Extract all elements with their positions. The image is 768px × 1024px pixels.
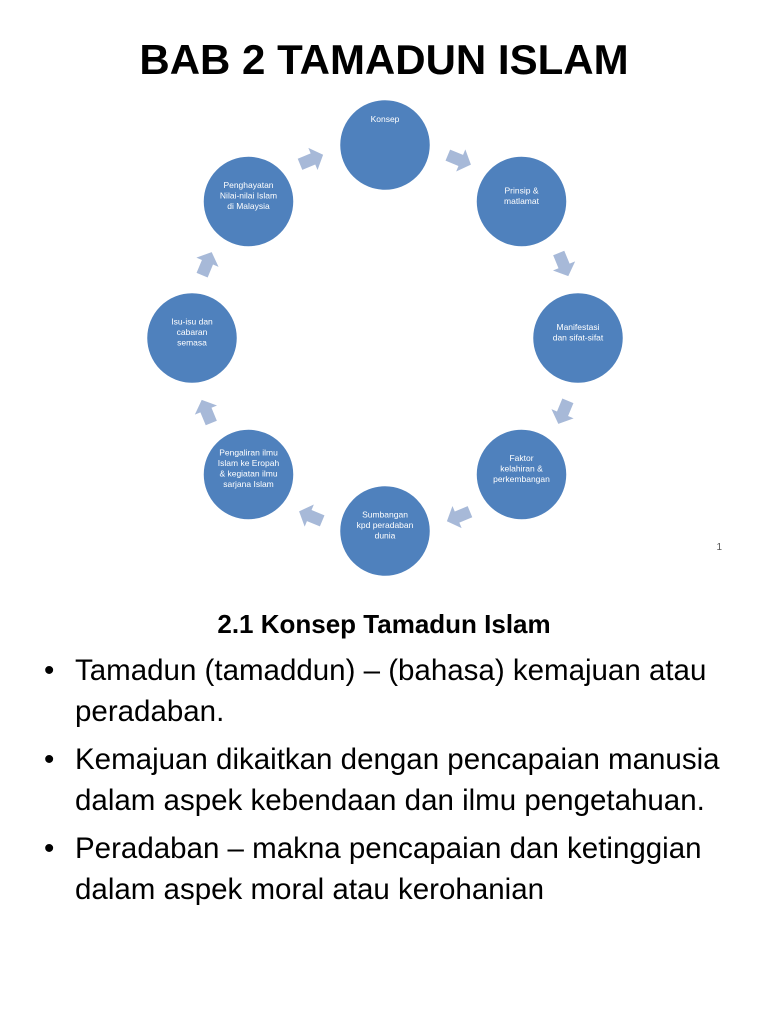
cycle-arrow-icon (191, 247, 223, 279)
cycle-node-label: perkembangan (493, 474, 550, 484)
cycle-node-label: Manifestasi (556, 321, 600, 332)
cycle-node (203, 429, 295, 521)
cycle-arrow-icon (442, 501, 474, 533)
cycle-node-label: Nilai-nilai Islam (219, 190, 278, 201)
slide-title: BAB 2 TAMADUN ISLAM (139, 36, 629, 83)
cycle-arrow-icon (548, 248, 580, 280)
bullet-marker: • (44, 654, 55, 687)
cycle-node-label: dan sifat-sifat (552, 332, 604, 343)
slide-2 (0, 576, 768, 1024)
cycle-node-label: Penghayatan (223, 180, 274, 190)
bullet-marker: • (44, 832, 55, 865)
cycle-arrow-icon (443, 144, 475, 176)
cycle-node (532, 292, 624, 384)
cycle-arrow-icon (295, 144, 327, 176)
bullet-text: Tamadun (tamaddun) – (bahasa) kemajuan atau peradaban. (75, 654, 707, 728)
cycle-node-label: Faktor (509, 453, 534, 463)
cycle-arrow-icon (294, 500, 326, 532)
cycle-node (146, 292, 238, 384)
cycle-node-label: kelahiran & (500, 463, 543, 474)
bullet-text: Peradaban – makna pencapaian dan ketinggian dalam aspek moral atau kerohanian (75, 832, 702, 906)
section-title: 2.1 Konsep Tamadun Islam (217, 609, 551, 639)
cycle-node-label: dunia (374, 530, 396, 541)
cycle-node-label: & kegiatan ilmu (219, 468, 278, 479)
cycle-node-label: Prinsip & (504, 185, 539, 196)
cycle-node-circle (339, 99, 431, 191)
cycle-node-label: semasa (177, 337, 207, 348)
page-number: 1 (716, 542, 722, 553)
cycle-node (339, 485, 431, 576)
bullet-list (44, 650, 744, 917)
cycle-node-label: kpd peradaban (356, 520, 414, 530)
bullet-item (44, 650, 744, 732)
cycle-node-label: sarjana Islam (223, 479, 274, 490)
cycle-node (476, 429, 568, 521)
bullet-marker: • (44, 743, 55, 776)
cycle-node-label: Islam ke Eropah (217, 458, 280, 469)
cycle-node-label: cabaran (176, 327, 208, 337)
bullet-text: Kemajuan dikaitkan dengan pencapaian manusia dalam aspek kebendaan dan ilmu pengetahuan. (75, 743, 720, 817)
cycle-node-label: di Malaysia (227, 201, 270, 211)
cycle-node (339, 99, 431, 191)
cycle-node (476, 156, 568, 248)
bullet-item (44, 739, 744, 821)
cycle-arrow-icon (547, 396, 579, 428)
cycle-node-label: Isu-isu dan (171, 316, 213, 327)
cycle-node (203, 156, 295, 248)
cycle-node-label: Sumbangan (362, 509, 408, 520)
cycle-node-label: Konsep (370, 114, 400, 124)
cycle-arrow-icon (191, 395, 223, 427)
cycle-node-label: Pengaliran ilmu (219, 447, 278, 458)
bullet-item (44, 828, 744, 910)
cycle-node-label: matlamat (504, 195, 539, 206)
